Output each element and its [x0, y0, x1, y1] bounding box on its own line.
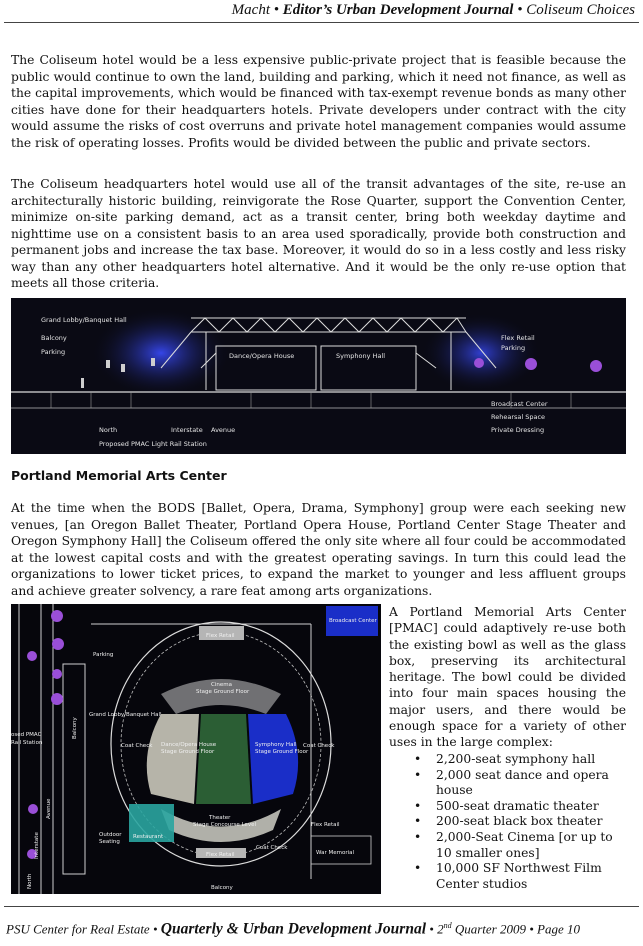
paragraph-bods: At the time when the BODS [Ballet, Opera, Drama, Symphony] group were each seeking new venues, [an Oregon Ballet Theater, Portland Opera House, Portland Center Stage Theater and Oregon Symphony Hall] the Coliseum offered the only site where all four could be accommodated at the lowest capital costs and with the greatest operating savings. In turn this could lead the organizations to lower ticket prices, to expand the market to younger and less affluent groups and achieve greater solvency, a rare feat among arts organizations. — [11, 501, 626, 598]
header-author: Macht — [231, 2, 270, 18]
footer-separator: • — [525, 921, 538, 937]
label-parking: Parking — [41, 348, 66, 356]
plan-label-restaurant: Restaurant — [133, 834, 164, 840]
plan-label-seating: Seating — [99, 839, 120, 845]
label-balcony: Balcony — [41, 334, 67, 342]
label-north: North — [99, 426, 118, 434]
page-header — [0, 0, 635, 24]
footer-center: PSU Center for Real Estate — [6, 921, 150, 937]
header-separator: • — [270, 2, 283, 18]
header-separator: • — [513, 2, 527, 18]
plan-label-interstate: Interstate — [34, 832, 40, 859]
plan-label-theater: Theater — [209, 815, 231, 821]
pmac-uses-list — [410, 752, 626, 892]
section-title: Portland Memorial Arts Center — [11, 468, 227, 483]
plan-label-cinema-stage: Stage Ground Floor — [196, 689, 250, 695]
header-journal: Editor’s Urban Development Journal — [282, 2, 514, 18]
list-item: • 200-seat black box theater — [410, 814, 626, 830]
footer-rule — [4, 906, 639, 907]
plan-label-coat-check-right: Coat Check — [303, 743, 335, 749]
plan-label-flex-retail-bottom: Flex Retail — [206, 852, 235, 858]
list-item: • 2,000-Seat Cinema [or up to 10 smaller ones] — [410, 830, 626, 861]
header-rule — [4, 22, 639, 23]
plan-label-balcony-bottom: Balcony — [211, 885, 233, 891]
plan-label-cinema: Cinema — [211, 682, 232, 688]
label-grand-lobby: Grand Lobby/Banquet Hall — [41, 316, 127, 324]
footer-issue-suffix: nd — [443, 921, 452, 930]
plan-label-outdoor: Outdoor — [99, 832, 122, 838]
plan-label-coat-check-left: Coat Check — [121, 743, 153, 749]
footer-issue-quarter: Quarter 2009 — [451, 921, 526, 937]
plan-label-dance-opera: Dance/Opera House — [161, 742, 217, 748]
plan-label-station-1: osed PMAC — [11, 732, 42, 738]
plan-label-dance-opera-stage: Stage Ground Floor — [161, 749, 215, 755]
label-parking-right: Parking — [501, 344, 526, 352]
section-drawing-svg — [11, 298, 626, 454]
plan-label-broadcast: Broadcast Center — [329, 618, 377, 624]
header-section: Coliseum Choices — [526, 2, 635, 18]
paragraph-pmac-description: A Portland Memorial Arts Center [PMAC] could adaptively re-use both the existing bowl as well as the glass box, preserving its architectural heritage. The bowl could be divided into four main spaces housing the major users, and there would be enough space for a variety of other uses in the large complex: — [389, 605, 626, 750]
footer-issue-number: 2 — [437, 921, 444, 937]
footer-separator: • — [149, 921, 161, 937]
plan-label-coat-check-bottom: Coat Check — [256, 845, 288, 851]
footer-page-number: Page 10 — [537, 921, 580, 937]
plan-label-balcony-left: Balcony — [72, 717, 78, 739]
label-dance-opera: Dance/Opera House — [229, 352, 295, 360]
label-avenue: Avenue — [211, 426, 236, 434]
plan-label-flex-retail-right: Flex Retail — [311, 822, 340, 828]
coliseum-section-drawing — [11, 298, 626, 454]
plan-label-flex-retail-top: Flex Retail — [206, 633, 235, 639]
label-broadcast: Broadcast Center — [491, 400, 548, 408]
list-item: • 2,000 seat dance and opera house — [410, 768, 626, 799]
pmac-floor-plan — [11, 604, 381, 894]
label-dressing: Private Dressing — [491, 426, 545, 434]
plan-label-symphony-stage: Stage Ground Floor — [255, 749, 309, 755]
list-item: • 2,200-seat symphony hall — [410, 752, 626, 768]
label-interstate: Interstate — [171, 426, 203, 434]
list-item: • 500-seat dramatic theater — [410, 799, 626, 815]
page-footer — [6, 916, 637, 939]
label-symphony: Symphony Hall — [336, 352, 386, 360]
plan-label-north: North — [27, 873, 33, 889]
plan-label-grand-lobby: Grand Lobby/Banquet Hall — [89, 712, 162, 718]
label-flex-retail: Flex Retail — [501, 334, 535, 342]
footer-separator: • — [426, 921, 438, 937]
label-rehearsal: Rehearsal Space — [491, 413, 546, 421]
floor-plan-svg — [11, 604, 381, 894]
plan-label-station-2: Rail Station — [11, 740, 43, 746]
paragraph-hotel-advantages: The Coliseum headquarters hotel would use all of the transit advantages of the site, re-use an architecturally historic building, reinvigorate the Rose Quarter, support the Convention Center, minimize on-site parking demand, act as a transit center, bring both weekday daytime and nighttime use on a consistent basis to an area used sporadically, provide both construction and permanent jobs and increase the tax base. Moreover, it would do so in a less costly and less risky way than any other headquarters hotel alternative. And it would be the only re-use option that meets all those criteria. — [11, 177, 626, 290]
plan-label-war-memorial: War Memorial — [316, 850, 355, 856]
list-item: • 10,000 SF Northwest Film Center studios — [410, 861, 626, 892]
plan-label-concourse: Stage Concourse Level — [193, 822, 256, 828]
paragraph-hotel-feasibility: The Coliseum hotel would be a less expensive public-private project that is feasible because the public would continue to own the land, building and parking, which it need not finance, as well as the capital improvements, which would be financed with tax-exempt revenue bonds as many other cities have done for their headquarters hotels. Private developers under contract with the city would assume the risks of cost overruns and private hotel management companies would assume the risk of operating losses. Profits would be divided between the public and private sectors. — [11, 53, 626, 150]
label-light-rail-station: Proposed PMAC Light Rail Station — [99, 440, 207, 448]
plan-label-parking: Parking — [93, 652, 114, 658]
footer-journal: Quarterly & Urban Development Journal — [160, 920, 426, 938]
plan-label-avenue: Avenue — [46, 798, 52, 819]
plan-label-symphony: Symphony Hall — [255, 742, 297, 748]
